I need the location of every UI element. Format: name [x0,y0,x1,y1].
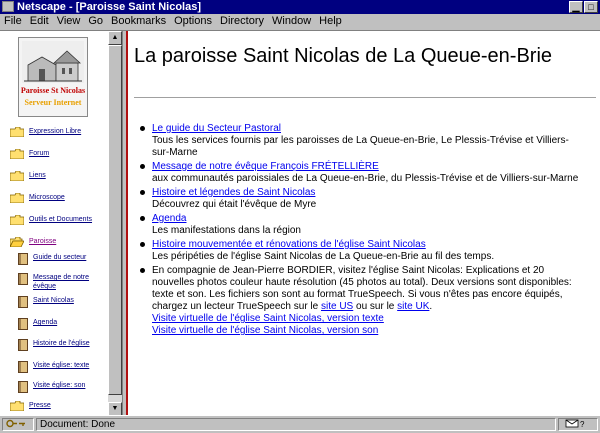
maximize-button[interactable]: □ [584,1,598,13]
nav-label: Message de notre évêque [33,274,90,290]
scroll-down-icon[interactable]: ▼ [108,402,122,416]
book-icon [18,339,28,351]
nav-agenda[interactable] [18,318,106,330]
nav-label: Visite église: texte [33,362,90,369]
menu-view[interactable]: View [56,15,81,27]
nav-label: Liens [29,172,46,179]
folder-icon [10,171,24,181]
book-icon [18,273,28,285]
mail-icon [562,419,588,428]
link-guide-secteur[interactable]: Le guide du Secteur Pastoral [152,123,281,134]
menu-directory[interactable]: Directory [220,15,265,27]
nav-visite-son[interactable] [18,381,106,393]
menu-bookmarks[interactable]: Bookmarks [111,15,167,27]
nav-frame [0,31,108,416]
entry-description: Découvrez qui était l'évêque de Myre [152,199,317,210]
menu-bar [0,14,600,28]
link-site-uk[interactable]: site UK [397,301,430,312]
nav-label: Forum [29,150,50,157]
status-bar [0,415,600,433]
menu-edit[interactable]: Edit [29,15,49,27]
nav-histoire-eglise[interactable] [18,339,106,351]
nav-microscope[interactable] [10,193,106,203]
book-icon [18,381,28,393]
page-title: La paroisse Saint Nicolas de La Queue-en-Brie [134,45,553,67]
entry-description: Les péripéties de l'église Saint Nicolas de La Queue-en-Brie au fil des temps. [152,251,495,262]
menu-options[interactable]: Options [174,15,212,27]
security-indicator[interactable] [2,418,34,431]
visit-or: ou sur le [356,301,395,312]
nav-liens[interactable] [10,171,106,181]
folder-icon [10,193,24,203]
menu-go[interactable]: Go [88,15,104,27]
nav-presse[interactable] [10,401,106,411]
nav-label: Visite église: son [33,382,86,389]
window-title: Netscape - [Paroisse Saint Nicolas] [17,1,202,13]
nav-visite-texte[interactable] [18,361,106,373]
netscape-icon [2,1,14,12]
book-icon [18,253,28,265]
visit-description: En compagnie de Jean-Pierre BORDIER, visitez l'église Saint Nicolas: Explications et 20 nouvelles photos couleur haute résolution (45 photos au total). Deux versions sont disponibles: texte et son. Les fichiers son sont au format TrueSpeech. Si vous n'êtes pas encore équipés, chargez un lecteur TrueSpeech sur le [152,265,572,312]
bullet-icon [140,268,145,273]
bullet-icon [140,190,145,195]
status-text: Document: Done [36,418,556,431]
link-message-eveque[interactable]: Message de notre évêque François FRÉTELLIÈRE [152,161,379,172]
list-item [152,161,582,185]
scroll-thumb[interactable] [108,45,122,395]
parish-logo[interactable] [18,37,88,117]
bullet-icon [140,126,145,131]
nav-label: Histoire de l'église [33,340,90,347]
minimize-button[interactable]: ▁ [569,1,583,13]
logo-caption: Paroisse St Nicolas [20,86,86,95]
list-item [152,239,582,263]
menu-file[interactable]: File [4,15,22,27]
book-icon [18,318,28,330]
bullet-icon [140,216,145,221]
folder-icon [10,149,24,159]
menu-help[interactable]: Help [319,15,342,27]
link-visite-son[interactable]: Visite virtuelle de l'église Saint Nicolas, version son [152,325,379,336]
entries-list [152,123,582,339]
link-agenda[interactable]: Agenda [152,213,187,224]
bullet-icon [140,242,145,247]
nav-expression-libre[interactable] [10,127,106,137]
broken-key-icon [6,419,28,428]
mail-indicator[interactable] [558,418,598,431]
folder-icon [10,401,24,411]
open-folder-icon [10,237,24,247]
nav-label: Paroisse [29,238,57,245]
nav-label: Microscope [29,194,65,201]
svg-text:?: ? [580,420,585,428]
book-icon [18,361,28,373]
scroll-up-icon[interactable]: ▲ [108,31,122,45]
folder-icon [10,215,24,225]
nav-scrollbar[interactable] [108,31,122,416]
menu-window[interactable]: Window [272,15,312,27]
nav-forum[interactable] [10,149,106,159]
window-titlebar [0,0,600,14]
logo-subcaption: Serveur Internet [24,98,82,107]
nav-outils-documents[interactable] [10,215,106,225]
folder-icon [10,127,24,137]
entry-description: Les manifestations dans la région [152,225,301,236]
red-margin-line [126,31,128,416]
divider [134,97,596,99]
nav-message-eveque[interactable] [18,273,106,291]
entry-description: aux communautés paroissiales de La Queue-en-Brie, du Plessis-Trévise et de Villiers-sur-Marne [152,173,579,184]
link-histoire-renovations[interactable]: Histoire mouvementée et rénovations de l'église Saint Nicolas [152,239,426,250]
nav-saint-nicolas[interactable] [18,296,106,308]
nav-label: Agenda [33,319,58,326]
nav-label: Saint Nicolas [33,297,74,304]
bullet-icon [140,164,145,169]
list-item [152,123,582,159]
link-visite-texte[interactable]: Visite virtuelle de l'église Saint Nicolas, version texte [152,313,384,324]
link-histoire-legendes[interactable]: Histoire et légendes de Saint Nicolas [152,187,316,198]
book-icon [18,296,28,308]
browser-content [0,30,600,416]
nav-label: Presse [29,402,51,409]
entry-description: Tous les services fournis par les paroisses de La Queue-en-Brie, Le Plessis-Trévise et Villiers-sur-Marne [152,135,569,158]
nav-label: Expression Libre [29,128,82,135]
nav-paroisse[interactable] [10,237,106,247]
link-site-us[interactable]: site US [321,301,354,312]
church-drawing-icon [22,41,84,83]
nav-guide-secteur[interactable] [18,253,106,265]
list-item: En compagnie de Jean-Pierre BORDIER, visitez l'église Saint Nicolas: Explications et 20 nouvelles photos couleur haute résolution (45 photos au total). Deux versions sont disponibles: texte et son. Les fichiers son sont au format TrueSpeech. Si vous n'êtes pas encore équipés, chargez un lecteur TrueSpeech sur le site US ou sur le site UK. Visite virtuelle de l'église Saint Nicolas, version texte Visite virtuelle de l'église Saint Nicolas, version son [152,265,582,337]
list-item [152,187,582,211]
main-frame [126,31,600,416]
nav-label: Outils et Documents [29,216,93,223]
list-item [152,213,582,237]
nav-label: Guide du secteur [33,254,87,261]
